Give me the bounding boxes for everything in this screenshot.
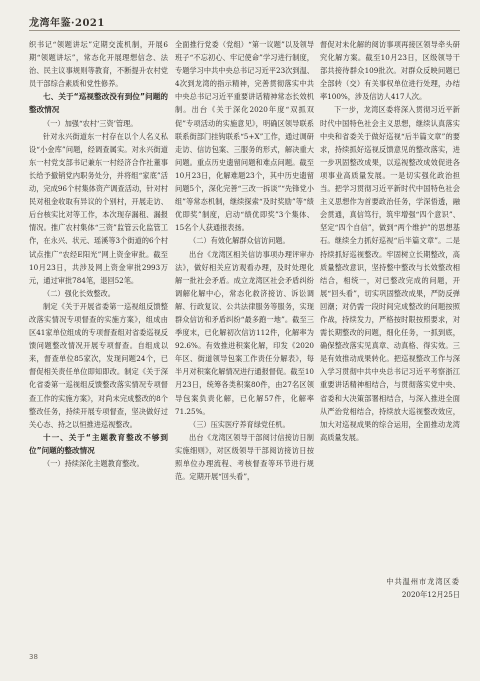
body-paragraph: 督促对未化解的阅访事项再接区领导牵头研究化解方案。截至10月23日，区级领导干部共接待群众109批次。对群众反映问题已全部转（交）有关事权单位进行处理，办结率100%，涉及信访人417人次。: [320, 40, 460, 102]
subsection-heading: （二）强化长效整改。: [43, 288, 115, 298]
text-column-2: [175, 38, 314, 598]
text-column-1: [29, 38, 168, 598]
body-paragraph: 制定《关于开展省委第一巡视组反馈整改落实情况专项督查的实施方案》，组成由区41家单位组成的专项督查组对省委巡视反馈问题整改情况开展专项督查。自组成以来，督查单位85家次，发现问题24个，已督促相关责任单位即知即改。制定《关于深化省委第一巡视组反馈整改落实情况专项督查工作的实施方案》，对尚未完成整改的8个整改任务，持续开展专项督查，坚决做好过关心态、持之以恒推进巡视整改。: [29, 301, 168, 429]
body-paragraph: 下一步，龙湾区委将深入贯彻习近平新时代中国特色社会主义思想，继续认真落实中央和省委关于做好巡视“后半篇文章”的要求，持续抓好巡视反馈意见的整改落实，进一步巩固整改成果，以巡视整改成效促进各项事业高质量发展。一是切实强化政治担当。把学习贯彻习近平新时代中国特色社会主义思想作为首要政治任务，学深悟透，融会贯通，真信笃行，筑牢增强“四个意识”、坚定“四个自信”，做到“两个维护”的思想基石。继续全力抓好巡视“后半篇文章”。二是持续抓好巡视整改。牢固树立长期整改，高质量整改意识，坚持整中整改与长效整改相结合，相统一，对已整改完成的问题，开展“回头看”，切实巩固整改成果，严防反弹回潮；对仍需一段时间完成整改的问题按照作战，持续发力，严格按时限按照要求，对需长期整改的问题，细化任务，一抓到底，确保整改落实见真章、动真格、得实效。三是有效推动成果转化。把巡视整改工作与深入学习贯彻中共中央总书记习近平考察浙江重要讲话精神相结合，与贯彻落实党中央、省委和大决策部署相结合，与深入推进全面从严治党相结合，持续放大巡视整改效应，加大对巡视成果的综合运用，全面推动龙湾高质量发展。: [320, 105, 460, 442]
body-paragraph: 出台《龙湾区相关信访事项办理评审办法》，做好相关应访观看办理，及时处理化解一批社会矛盾。成立龙湾区社会矛盾纠纷调解化解中心，常态化救济接访、诉讼调解、行政复议、公共法律服务等服务，实现群众信访和矛盾纠纷“最多跑一地”。截至三季度末，已化解初次信访112件，化解率为92.6%。有效推进积案化解，印发《2020年区、街道领导包案工作责任分解表》，每半月对积案化解情况进行通报督促。截至10月23日，统筹各类积案80件，由27名区领导包案负责化解，已化解57件，化解率71.25%。: [175, 249, 314, 416]
body-paragraph: 织书记“领题讲坛”定期交流机制，开展6期“领题讲坛”，常态化开展理想信念、法治、民主议事规则等教育，不断提升农村党员干部综合素质和党性修养。: [29, 40, 168, 89]
signature-organization: 中共温州市龙湾区委: [386, 577, 460, 586]
body-paragraph: 全面推行党委（党组）“第一议题”以及领导班子“不忘初心、牢记使命”学习进行制度，专题学习中共中央总书记习近平23次到温、4次到龙湾的指示精神，完善贯彻落实中共中央总书记习近平重要讲话精神常态长效机制。出台《关于深化2020年度“双抓双促”专项活动的实施意见》，明确区领导联系联系街部门挂钩联系“5+X”工作，通过调研走访、信访包案、三服务的形式，解决重大问题。重点历史遗留问题和难点问题。截至10月23日，化解难题23个，其中历史遗留问题5个，深化完善“三改一拆谈”“先锋党小组”等常态机制，继续探索“及时奖励”等“绩优即奖”制度，启动“绩优即奖”3个集体、15名个人获通报表扬。: [175, 40, 314, 233]
yearbook-header-title: 龙湾年鉴·2021: [29, 18, 105, 29]
section-heading: 十一、关于“主题教育整改不够到位”问题的整改情况: [29, 432, 168, 455]
body-paragraph: 出台《龙湾区领导干部阅讨信接访日制实施细则》，对区级领导干部阅访接访日按照单位办理流程、考核督查等环节进行规范。定期开展“回头看”，: [175, 432, 314, 482]
section-heading: 七、关于“巡视整改没有到位”问题的整改情况: [29, 92, 168, 115]
signature-date: 2020年12月25日: [401, 590, 460, 599]
text-column-3: [320, 38, 460, 598]
subsection-heading: （二）有效化解群众信访问题。: [189, 236, 290, 246]
body-paragraph: 针对永兴街道东一村存在以个人名义私设“小金库”问题，经调查属实。对永兴街道东一村党支部书记兼东一村经济合作社董事长给予撤销党内职务处分，并将组“家底”活动，完成96个村集体资产调查活动，针对村民对租金收取有异议的个别村，开展走访、后台核实比对等工作，本次现存漏租、漏报情况。推广农村集体“三资”监管云化监管工作，在永兴、状元、瑶溪等3个街道的6个村试点推广“农经E阳光”网上资金审批。截至10月23日，共涉及网上资金审批2993万元，通过审批784笔，退回52笔。: [29, 131, 168, 285]
subsection-heading: （一）加强“农村‘三资’管理。: [43, 118, 138, 128]
header-divider: [29, 30, 460, 31]
page-number: 38: [29, 653, 38, 661]
subsection-heading: （一）持续深化主题教育整改。: [43, 459, 144, 468]
subsection-heading: （三）压实医疗养育绿党任机。: [189, 419, 290, 429]
